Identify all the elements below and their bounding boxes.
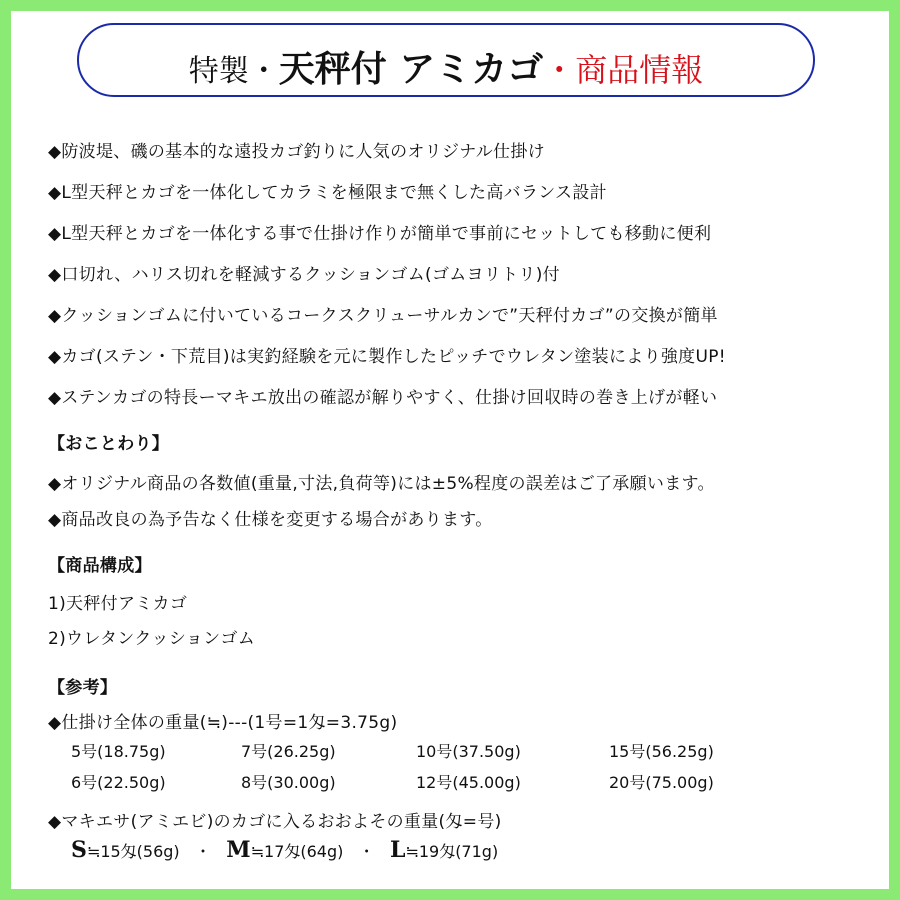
notice-heading: 【おことわり】 bbox=[48, 434, 170, 454]
composition-item: 1)天秤付アミカゴ bbox=[48, 594, 188, 614]
weight-cell: 12号(45.00g) bbox=[416, 773, 521, 792]
size-separator: ・ bbox=[194, 842, 211, 861]
title-main: 天秤付 アミカゴ bbox=[278, 48, 544, 90]
title-banner bbox=[77, 23, 815, 97]
feature-line: ◆カゴ(ステン・下荒目)は実釣経験を元に製作したピッチでウレタン塗装により強度UP! bbox=[48, 347, 726, 367]
weight-cell: 15号(56.25g) bbox=[609, 742, 714, 761]
weight-cell: 7号(26.25g) bbox=[241, 742, 336, 761]
composition-heading: 【商品構成】 bbox=[48, 556, 152, 576]
size-value: ≒19匁(71g) bbox=[405, 842, 499, 861]
content-frame bbox=[11, 11, 889, 889]
size-label: L bbox=[389, 837, 406, 863]
title-suffix: ・商品情報 bbox=[543, 51, 704, 89]
reference-heading: 【参考】 bbox=[48, 678, 118, 698]
size-label: S bbox=[71, 837, 87, 863]
notice-line: ◆商品改良の為予告なく仕様を変更する場合があります。 bbox=[48, 510, 493, 530]
feature-line: ◆L型天秤とカゴを一体化する事で仕掛け作りが簡単で事前にセットしても移動に便利 bbox=[48, 224, 712, 244]
size-label: M bbox=[226, 837, 251, 863]
feature-line: ◆クッションゴムに付いているコークスクリューサルカンで”天秤付カゴ”の交換が簡単 bbox=[48, 306, 718, 326]
bait-title: ◆マキエサ(アミエビ)のカゴに入るおおよその重量(匁=号) bbox=[48, 812, 502, 832]
weight-cell: 10号(37.50g) bbox=[416, 742, 521, 761]
size-value: ≒17匁(64g) bbox=[250, 842, 344, 861]
feature-line: ◆防波堤、磯の基本的な遠投カゴ釣りに人気のオリジナル仕掛け bbox=[48, 142, 545, 162]
weight-cell: 8号(30.00g) bbox=[241, 773, 336, 792]
composition-item: 2)ウレタンクッションゴム bbox=[48, 629, 255, 649]
weight-cell: 20号(75.00g) bbox=[609, 773, 714, 792]
notice-line: ◆オリジナル商品の各数値(重量,寸法,負荷等)には±5%程度の誤差はご了承願います。 bbox=[48, 474, 715, 494]
feature-line: ◆ステンカゴの特長ーマキエ放出の確認が解りやすく、仕掛け回収時の巻き上げが軽い bbox=[48, 388, 718, 408]
feature-line: ◆L型天秤とカゴを一体化してカラミを極限まで無くした高バランス設計 bbox=[48, 183, 607, 203]
weight-cell: 6号(22.50g) bbox=[71, 773, 166, 792]
size-value: ≒15匁(56g) bbox=[86, 842, 180, 861]
title-prefix: 特製・ bbox=[188, 54, 279, 89]
weight-cell: 5号(18.75g) bbox=[71, 742, 166, 761]
size-separator: ・ bbox=[358, 842, 375, 861]
weight-title: ◆仕掛け全体の重量(≒)---(1号=1匁=3.75g) bbox=[48, 713, 398, 733]
size-row bbox=[71, 837, 498, 863]
page-title bbox=[79, 41, 813, 92]
feature-line: ◆口切れ、ハリス切れを軽減するクッションゴム(ゴムヨリトリ)付 bbox=[48, 265, 560, 285]
